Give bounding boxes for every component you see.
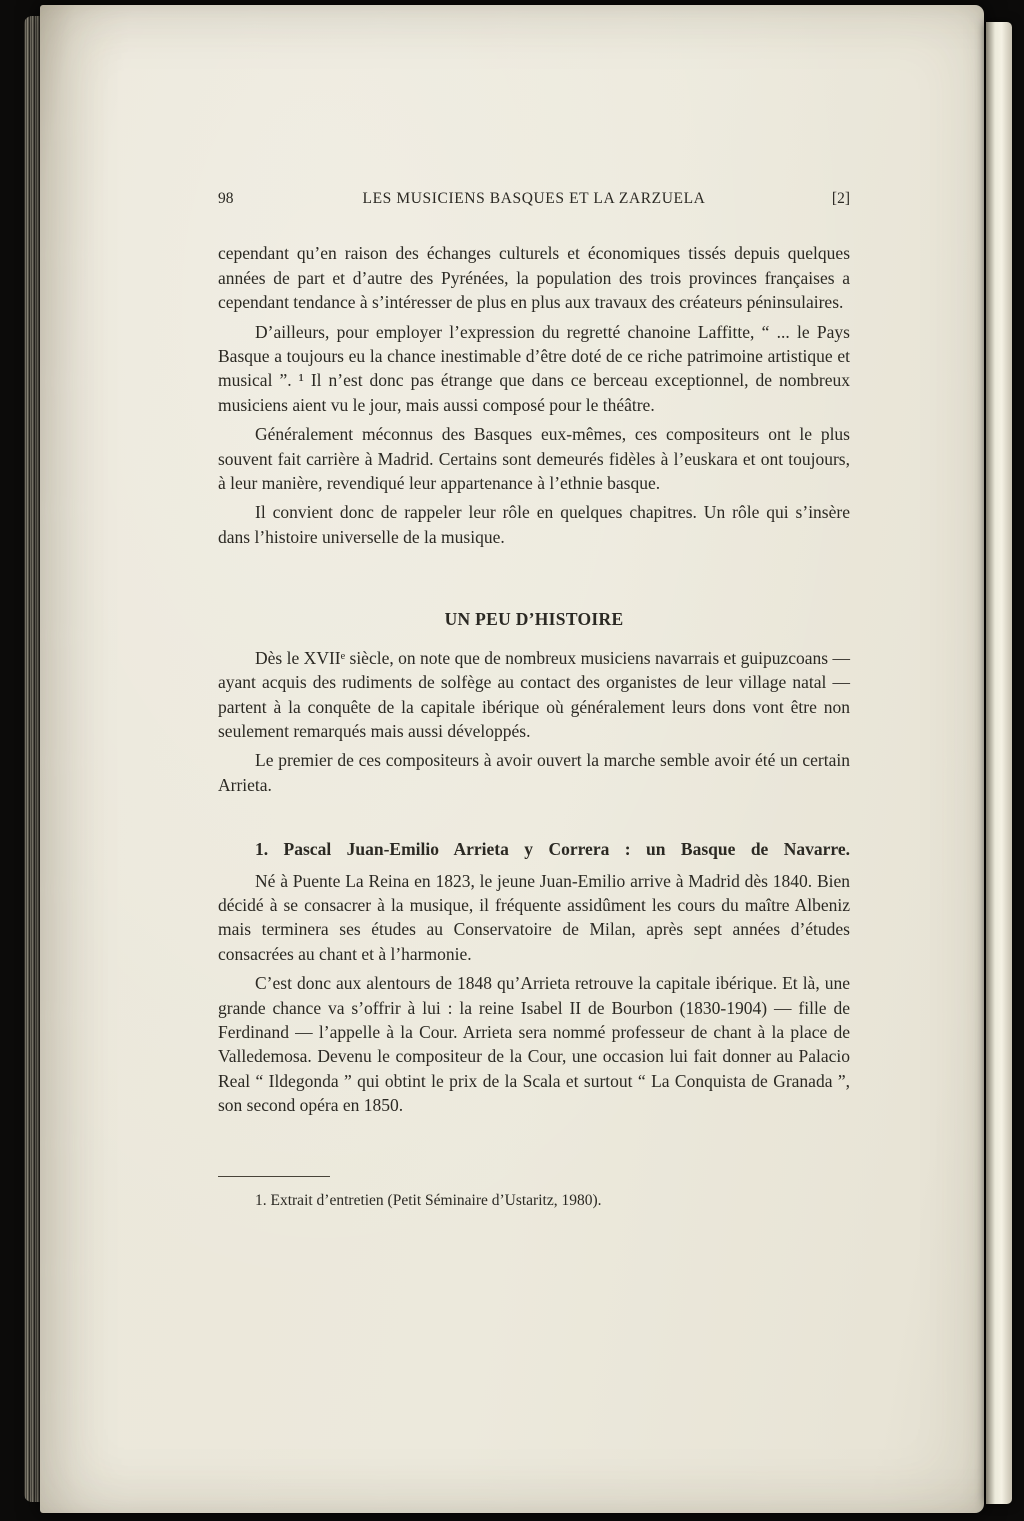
issue-marker: [2] [831, 190, 850, 207]
paragraph: D’ailleurs, pour employer l’expression du regretté chanoine Laffitte, “ ... le Pays Basque a toujours eu la chance inestimable d’être doté de ce riche patrimoine artistique et musical ”. ¹ Il n’est donc pas étrange que dans ce berceau exceptionnel, de nombreux musiciens aient vu le jour, mais aussi composé pour le théâtre. [218, 321, 850, 415]
footnote-divider [218, 1176, 330, 1177]
page-text-block [218, 187, 850, 1227]
running-header [218, 187, 850, 211]
paragraph: C’est donc aux alentours de 1848 qu’Arrieta retrouve la capitale ibérique. Et là, une grande chance va s’offrir à lui : la reine Isabel II de Bourbon (1830-1904) — fille de Ferdinand — l’appelle à la Cour. Arrieta sera nommé professeur de chant à la place de Valledemosa. Devenu le compositeur de la Cour, une occasion lui fait donner au Palacio Real “ Ildegonda ” qui obtint le prix de la Scala et surtout “ La Conquista de Granada ”, son second opéra en 1850. [218, 973, 850, 1116]
paragraph-continuation: cependant qu’en raison des échanges culturels et économiques tissés depuis quelques années de part et d’autre des Pyrénées, la population des trois provinces françaises a cependant tendance à s’intéresser de plus en plus aux travaux des créateurs péninsulaires. [218, 243, 850, 313]
page-number: 98 [218, 190, 234, 207]
section-heading-history: UN PEU D’HISTOIRE [444, 609, 624, 630]
facing-page-edge [986, 22, 1012, 1504]
footnote-text: 1. Extrait d’entretien (Petit Séminaire d’Ustaritz, 1980). [255, 1191, 602, 1209]
paragraph: Dès le XVIIᵉ siècle, on note que de nombreux musiciens navarrais et guipuzcoans — ayant acquis des rudiments de solfège au contact des organistes de leur village natal — partent à la conquête de la capitale ibérique où généralement leurs dons vont être non seulement remarqués mais aussi développés. [218, 647, 850, 741]
paragraph: Généralement méconnus des Basques eux-mêmes, ces compositeurs ont le plus souvent fait carrière à Madrid. Certains sont demeurés fidèles à l’euskara et ont toujours, à leur manière, revendiqué leur appartenance à l’ethnie basque. [218, 424, 850, 494]
running-title: LES MUSICIENS BASQUES ET LA ZARZUELA [362, 190, 706, 207]
book-page [40, 5, 984, 1513]
paragraph: Né à Puente La Reina en 1823, le jeune Juan-Emilio arrive à Madrid dès 1840. Bien décidé à se consacrer à la musique, il fréquente assidûment les cours du maître Albeniz mais terminera ses études au Conservatoire de Milan, après sept années d’études consacrées au chant et à l’harmonie. [218, 870, 850, 964]
paragraph: Il convient donc de rappeler leur rôle en quelques chapitres. Un rôle qui s’insère dans l’histoire universelle de la musique. [218, 502, 850, 547]
subsection-heading-arrieta: 1. Pascal Juan-Emilio Arrieta y Correra : un Basque de Navarre. [255, 839, 850, 860]
paragraph: Le premier de ces compositeurs à avoir ouvert la marche semble avoir été un certain Arrieta. [218, 750, 850, 795]
